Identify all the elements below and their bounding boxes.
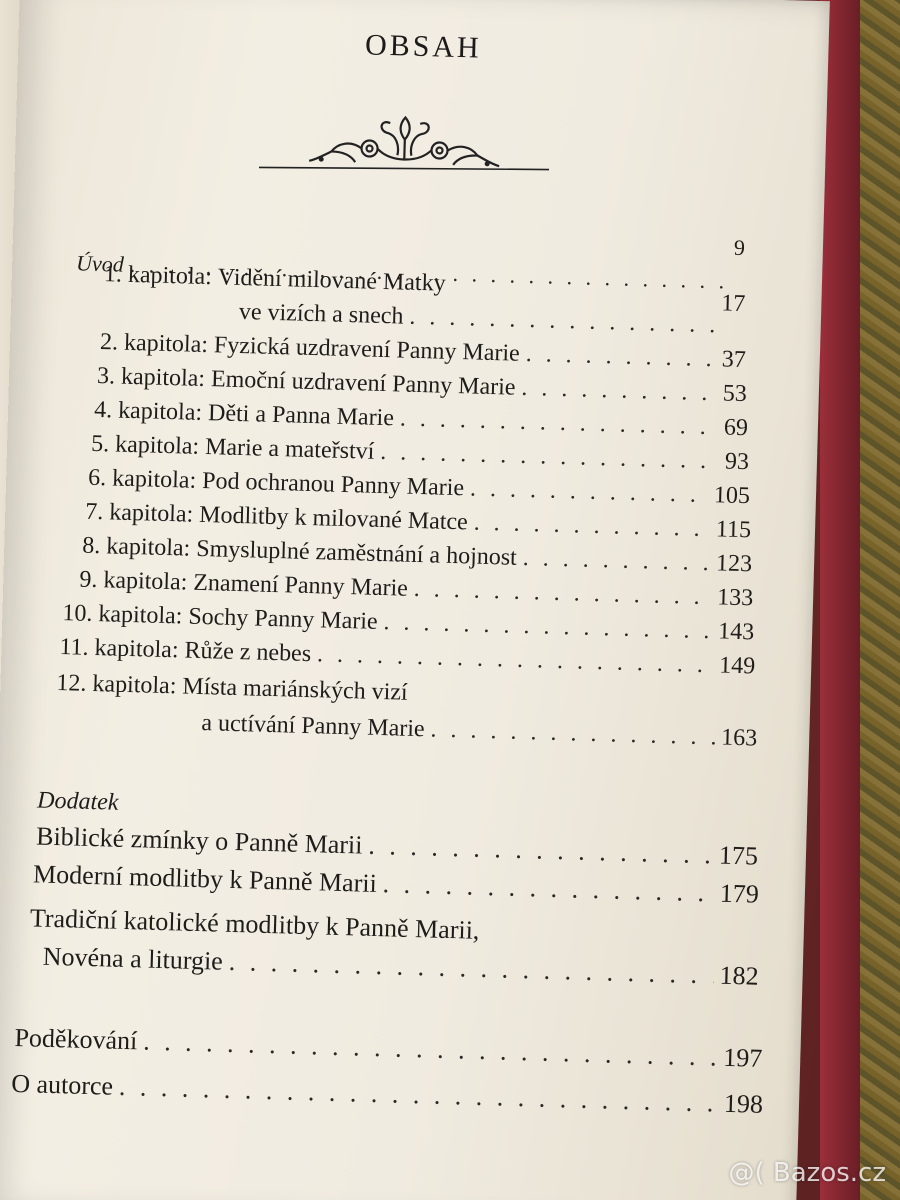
- chapter-title-cont: ve vizích a snech: [238, 298, 404, 330]
- chapter-prefix: 1. kapitola:: [103, 261, 213, 291]
- end-row-acknowledgements: Poděkování . . . 197: [14, 1023, 763, 1074]
- page-title: OBSAH: [364, 28, 483, 65]
- watermark-logo: @( Bazos.cz: [728, 1158, 886, 1188]
- toc-intro-label: Úvod: [75, 250, 125, 277]
- toc-row-chapter-11: 11. kapitola: Růže z nebes . . . 149: [59, 632, 756, 681]
- toc-row-chapter-8: 8. kapitola: Smysluplné zaměstnání a hojnost . . . 123: [82, 531, 753, 580]
- appendix-row-1: Biblické zmínky o Panně Marii . . . 175: [36, 821, 759, 871]
- toc-row-chapter-4: 4. kapitola: Děti a Panna Marie . . . 69: [94, 395, 749, 443]
- toc-row-chapter-6: 6. kapitola: Pod ochranou Panny Marie . . . 105: [88, 463, 751, 511]
- toc-row-chapter-10: 10. kapitola: Sochy Panny Marie . . . 143: [62, 598, 755, 647]
- toc-intro-page: 9: [733, 234, 746, 261]
- toc-row-chapter-5: 5. kapitola: Marie a mateřství . . . 93: [91, 429, 750, 477]
- appendix-row-3: Tradiční katolické modlitby k Panně Marii,: [29, 903, 480, 945]
- toc-row-chapter-12: 12. kapitola: Místa mariánských vizí: [56, 669, 408, 706]
- appendix-heading: Dodatek: [36, 787, 119, 816]
- toc-row-chapter-3: 3. kapitola: Emoční uzdravení Panny Marie . . . 53: [97, 361, 748, 409]
- end-row-about-author: O autorce . . . 198: [11, 1069, 764, 1120]
- toc-row-chapter-2: 2. kapitola: Fyzická uzdravení Panny Marie . . . 37: [100, 327, 747, 375]
- chapter-page: 17: [721, 290, 746, 318]
- appendix-row-2: Moderní modlitby k Panně Marii . . . 179: [33, 859, 760, 909]
- appendix-row-3-cont: Novéna a liturgie . . . 182: [42, 942, 759, 992]
- book-cover-edge: [820, 0, 860, 1200]
- toc-row-chapter-7: 7. kapitola: Modlitby k milované Matce . . . 115: [85, 497, 752, 546]
- ornament-icon: [259, 105, 551, 183]
- chapter-title: Vidění milované Matky: [217, 264, 447, 297]
- toc-row-chapter-12-cont: a uctívání Panny Marie . . . 163: [201, 708, 758, 754]
- toc-row-chapter-9: 9. kapitola: Znamení Panny Marie . . . 133: [79, 565, 754, 614]
